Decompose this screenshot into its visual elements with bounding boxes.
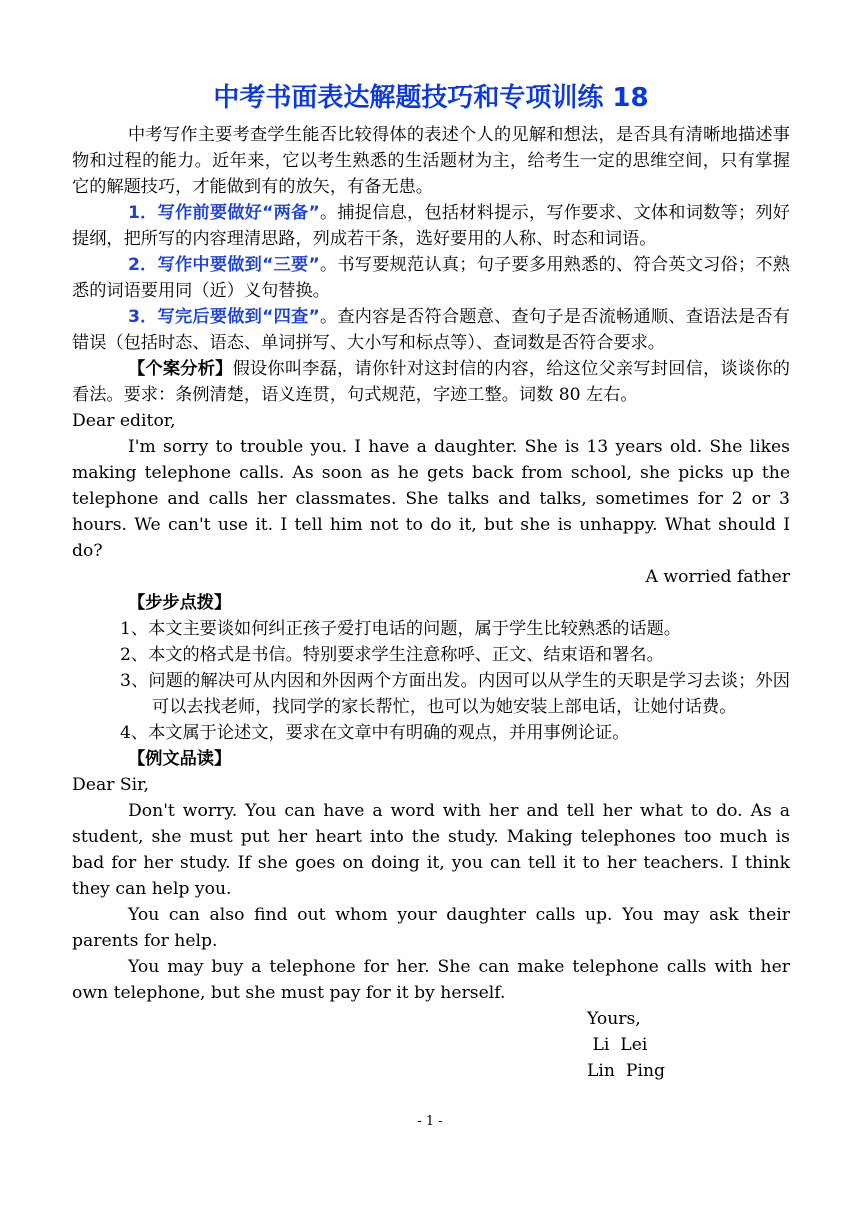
tip-3	[72, 304, 790, 356]
case-body: 假设你叫李磊，请你针对这封信的内容，给这位父亲写封回信，谈谈你的看法。要求：条例清楚，语义连贯，句式规范，字迹工整。词数 80 左右。	[72, 359, 790, 405]
sample-name-2: Lin Ping	[587, 1061, 666, 1081]
sample-name-1: Li Lei	[587, 1035, 648, 1055]
letter-salutation: Dear editor,	[72, 411, 176, 431]
case-head: 【个案分析】	[128, 359, 233, 379]
tip-3-body: 。查内容是否符合题意、查句子是否流畅通顺、查语法是否有错误（包括时态、语态、单词拼写、大小写和标点等）、查词数是否符合要求。	[72, 307, 790, 353]
tip-1	[72, 200, 790, 252]
step-item-4: 4、本文属于论述文，要求在文章中有明确的观点，并用事例论证。	[120, 723, 630, 743]
step-item-3: 3、问题的解决可从内因和外因两个方面出发。内因可以从学生的天职是学习去谈；外因可以去找老师，找同学的家长帮忙，也可以为她安装上部电话，让她付话费。	[120, 671, 790, 717]
sample-paragraph-3: You may buy a telephone for her. She can make telephone calls with her own telephone, but she must pay for it by herself.	[72, 957, 790, 1003]
intro-paragraph: 中考写作主要考查学生能否比较得体的表述个人的见解和想法，是否具有清晰地描述事物和过程的能力。近年来，它以考生熟悉的生活题材为主，给考生一定的思维空间，只有掌握它的解题技巧，才能做到有的放矢，有备无患。	[72, 125, 790, 197]
sample-heading: 【例文品读】	[128, 749, 232, 769]
tip-2-head: 2．写作中要做到“三要”	[128, 255, 320, 275]
step-item-2: 2、本文的格式是书信。特别要求学生注意称呼、正文、结束语和署名。	[120, 645, 664, 665]
sample-paragraph-2: You can also find out whom your daughter calls up. You may ask their parents for help.	[72, 905, 790, 951]
steps-heading: 【步步点拨】	[128, 593, 232, 613]
tip-1-body: 。捕捉信息，包括材料提示，写作要求、文体和词数等；列好提纲，把所写的内容理清思路，列成若干条，选好要用的人称、时态和词语。	[72, 203, 790, 249]
sample-salutation: Dear Sir,	[72, 775, 149, 795]
page-title: 中考书面表达解题技巧和专项训练 18	[213, 83, 649, 113]
tip-2-body: 。书写要规范认真；句子要多用熟悉的、符合英文习俗；不熟悉的词语要用同（近）义句替换。	[72, 255, 790, 301]
page-number: - 1 -	[417, 1114, 443, 1129]
case-analysis	[72, 356, 790, 408]
letter-signature: A worried father	[645, 567, 790, 587]
step-item-1: 1、本文主要谈如何纠正孩子爱打电话的问题，属于学生比较熟悉的话题。	[120, 619, 681, 639]
tip-2	[72, 252, 790, 304]
sample-paragraph-1: Don't worry. You can have a word with her and tell her what to do. As a student, she must put her heart into the study. Making telephones too much is bad for her study. If she goes on doing it, you can tell it to her teachers. I think they can help you.	[72, 801, 790, 899]
tip-3-head: 3．写完后要做到“四查”	[128, 307, 320, 327]
sample-closing: Yours,	[587, 1009, 641, 1029]
tip-1-head: 1．写作前要做好“两备”	[128, 203, 320, 223]
document-page	[72, 78, 790, 1084]
letter-body: I'm sorry to trouble you. I have a daughter. She is 13 years old. She likes making telephone calls. As soon as he gets back from school, she picks up the telephone and calls her classmates. She talks and talks, sometimes for 2 or 3 hours. We can't use it. I tell him not to do it, but she is unhappy. What should I do?	[72, 437, 790, 561]
